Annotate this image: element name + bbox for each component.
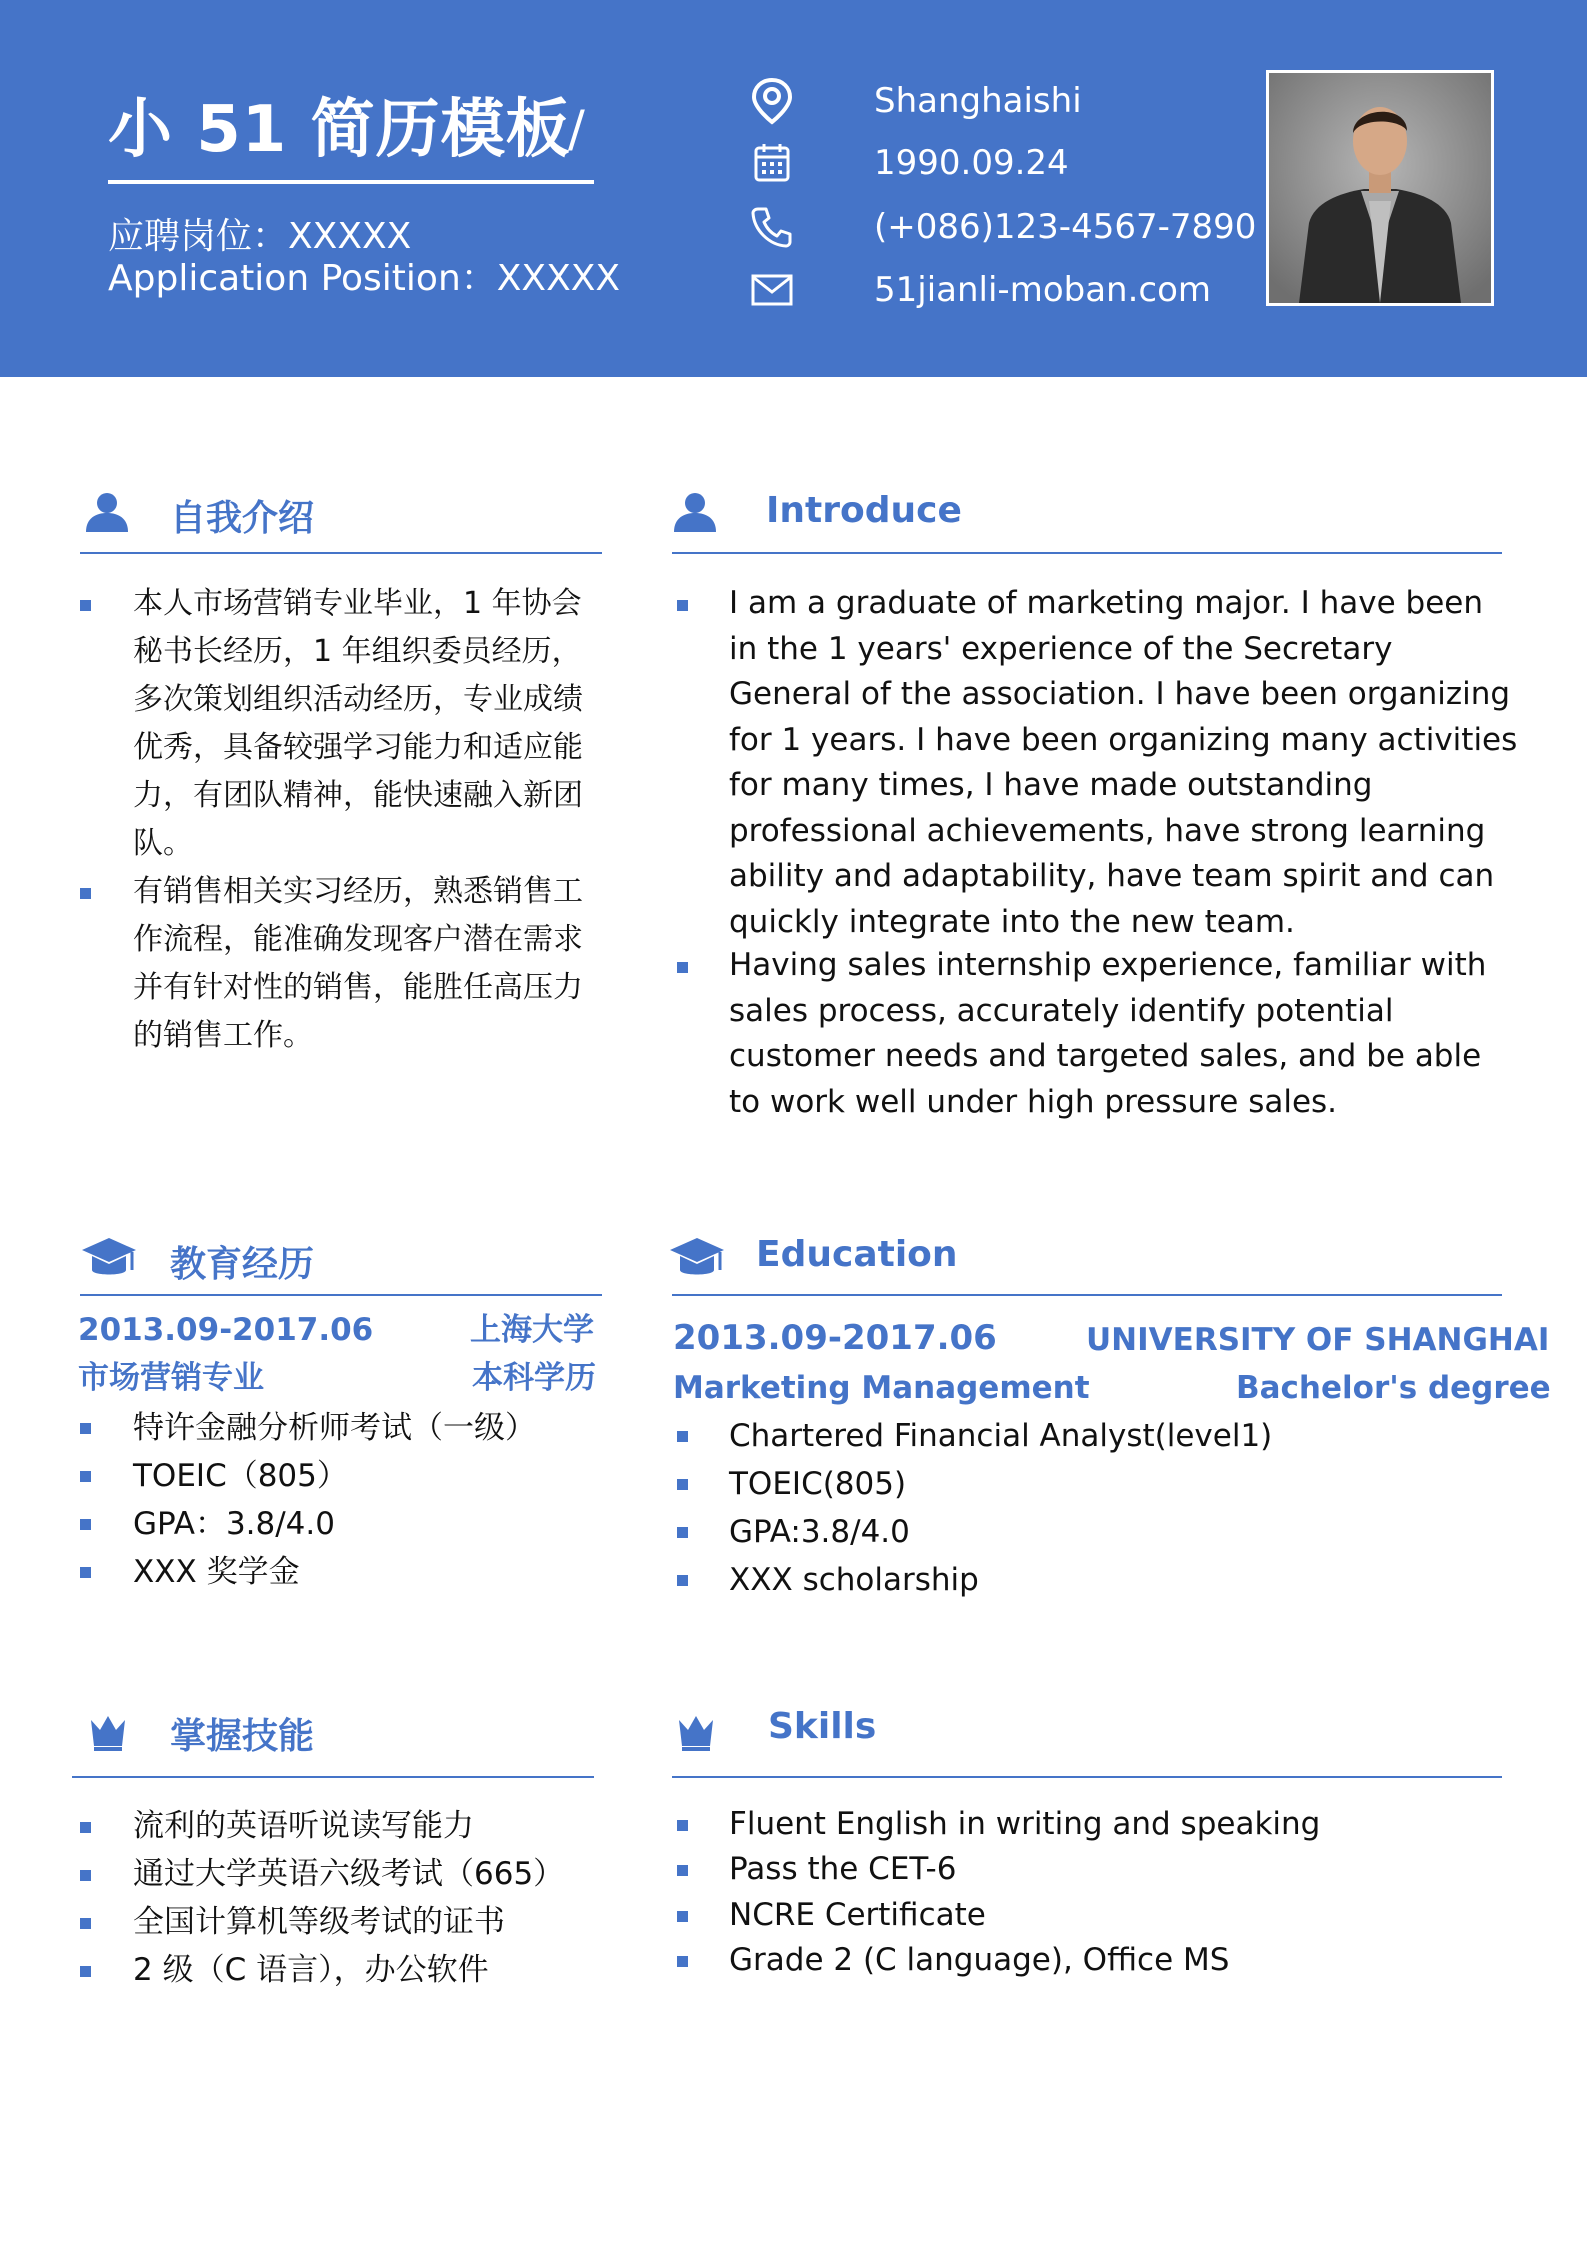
edu-cn-bullet-1 xyxy=(80,1423,91,1434)
profile-photo xyxy=(1266,70,1494,306)
edu-cn-school: 上海大学 xyxy=(470,1312,594,1348)
skills-en-item-2: Pass the CET-6 xyxy=(729,1851,957,1887)
crown-icon xyxy=(88,1712,128,1756)
skills-en-rule xyxy=(672,1776,1502,1778)
position-cn: 应聘岗位：XXXXX xyxy=(108,216,412,257)
skills-cn-rule xyxy=(72,1776,594,1778)
intro-en-title: Introduce xyxy=(766,490,962,531)
skills-en-item-3: NCRE Certificate xyxy=(729,1897,986,1933)
intro-cn-bullet-1 xyxy=(80,600,91,611)
skills-en-item-4: Grade 2 (C language), Office MS xyxy=(729,1942,1230,1978)
intro-cn-title: 自我介绍 xyxy=(170,498,315,539)
resume-name: 小 51 简历模板 xyxy=(108,93,571,167)
skills-en-title: Skills xyxy=(768,1706,877,1747)
title-underline xyxy=(108,180,594,184)
edu-cn-major: 市场营销专业 xyxy=(78,1360,264,1396)
phone-icon xyxy=(748,203,796,251)
contact-phone xyxy=(748,202,1256,252)
intro-en-rule xyxy=(672,552,1502,554)
edu-en-bullet-2 xyxy=(677,1479,688,1490)
edu-cn-bullet-4 xyxy=(80,1567,91,1578)
intro-cn-bullet-2 xyxy=(80,888,91,899)
edu-en-item-1: Chartered Financial Analyst(level1) xyxy=(729,1418,1273,1454)
person-icon xyxy=(84,492,130,536)
edu-en-bullet-4 xyxy=(677,1575,688,1586)
edu-en-degree: Bachelor's degree xyxy=(1236,1370,1551,1406)
edu-cn-item-2: TOEIC（805） xyxy=(133,1458,348,1494)
header-banner xyxy=(0,0,1587,377)
edu-en-date: 2013.09-2017.06 xyxy=(673,1318,997,1358)
contact-location xyxy=(748,76,1082,126)
intro-en-paragraph-1: I am a graduate of marketing major. I have been in the 1 years' experience of the Secretary General of the association. I have been organizing for 1 years. I have been organizing many activities for many times, I have made outstanding professional achievements, have strong learning ability and adaptability, have team spirit and can quickly integrate into the new team. xyxy=(729,585,1518,940)
skills-cn-item-1: 流利的英语听说读写能力 xyxy=(133,1808,474,1844)
edu-cn-item-3: GPA：3.8/4.0 xyxy=(133,1506,335,1542)
contact-phone-text: (+086)123-4567-7890 xyxy=(874,207,1257,247)
edu-en-item-3: GPA:3.8/4.0 xyxy=(729,1514,910,1550)
skills-en-item-1: Fluent English in writing and speaking xyxy=(729,1806,1321,1842)
skills-cn-item-4: 2 级（C 语言），办公软件 xyxy=(133,1952,489,1988)
skills-cn-item-2: 通过大学英语六级考试（665） xyxy=(133,1856,565,1892)
edu-cn-degree: 本科学历 xyxy=(472,1360,596,1396)
skills-en-bullet-2 xyxy=(677,1865,688,1876)
edu-cn-item-1: 特许金融分析师考试（一级） xyxy=(133,1410,536,1446)
crown-icon xyxy=(676,1712,716,1756)
intro-en-paragraph-2: Having sales internship experience, familiar with sales process, accurately identify potential customer needs and targeted sales, and be able to work well under high pressure sales. xyxy=(729,947,1487,1120)
person-icon xyxy=(672,492,718,536)
edu-cn-item-4: XXX 奖学金 xyxy=(133,1554,300,1590)
title-slash: / xyxy=(568,100,585,158)
skills-en-bullet-1 xyxy=(677,1820,688,1831)
skills-cn-title: 掌握技能 xyxy=(170,1716,315,1757)
intro-en-bullet-2 xyxy=(677,962,688,973)
graduation-cap-icon xyxy=(80,1236,138,1284)
contact-location-text: Shanghaishi xyxy=(874,81,1082,121)
edu-en-item-4: XXX scholarship xyxy=(729,1562,979,1598)
intro-en-bullet-1 xyxy=(677,600,688,611)
skills-cn-bullet-2 xyxy=(80,1870,91,1881)
edu-en-bullet-3 xyxy=(677,1527,688,1538)
intro-cn-paragraph-2: 有销售相关实习经历，熟悉销售工作流程，能准确发现客户潜在需求并有针对性的销售，能胜任高压力的销售工作。 xyxy=(133,874,583,1053)
edu-cn-bullet-3 xyxy=(80,1519,91,1530)
contact-birthday xyxy=(748,138,1069,188)
edu-en-rule xyxy=(672,1294,1502,1296)
skills-cn-bullet-1 xyxy=(80,1822,91,1833)
graduation-cap-icon xyxy=(668,1236,726,1284)
edu-en-school: UNIVERSITY OF SHANGHAI xyxy=(1086,1322,1550,1358)
skills-cn-bullet-3 xyxy=(80,1918,91,1929)
contact-email-text: 51jianli-moban.com xyxy=(874,270,1212,310)
edu-en-title: Education xyxy=(756,1234,958,1275)
calendar-icon xyxy=(748,139,796,187)
skills-en-bullet-4 xyxy=(677,1956,688,1967)
edu-cn-date: 2013.09-2017.06 xyxy=(78,1312,374,1348)
position-en: Application Position：XXXXX xyxy=(108,258,621,299)
skills-en-bullet-3 xyxy=(677,1911,688,1922)
edu-en-bullet-1 xyxy=(677,1431,688,1442)
contact-birthday-text: 1990.09.24 xyxy=(874,143,1069,183)
edu-cn-rule xyxy=(80,1294,602,1296)
edu-cn-bullet-2 xyxy=(80,1471,91,1482)
intro-cn-rule xyxy=(80,552,602,554)
skills-cn-item-3: 全国计算机等级考试的证书 xyxy=(133,1904,505,1940)
skills-cn-bullet-4 xyxy=(80,1966,91,1977)
edu-en-major: Marketing Management xyxy=(673,1370,1090,1406)
location-pin-icon xyxy=(748,77,796,125)
edu-cn-title: 教育经历 xyxy=(170,1244,315,1285)
intro-cn-paragraph-1: 本人市场营销专业毕业，1 年协会秘书长经历，1 年组织委员经历，多次策划组织活动经历，专业成绩优秀，具备较强学习能力和适应能力，有团队精神，能快速融入新团队。 xyxy=(133,586,583,861)
mail-icon xyxy=(748,266,796,314)
edu-en-item-2: TOEIC(805) xyxy=(729,1466,907,1502)
contact-email xyxy=(748,265,1211,315)
